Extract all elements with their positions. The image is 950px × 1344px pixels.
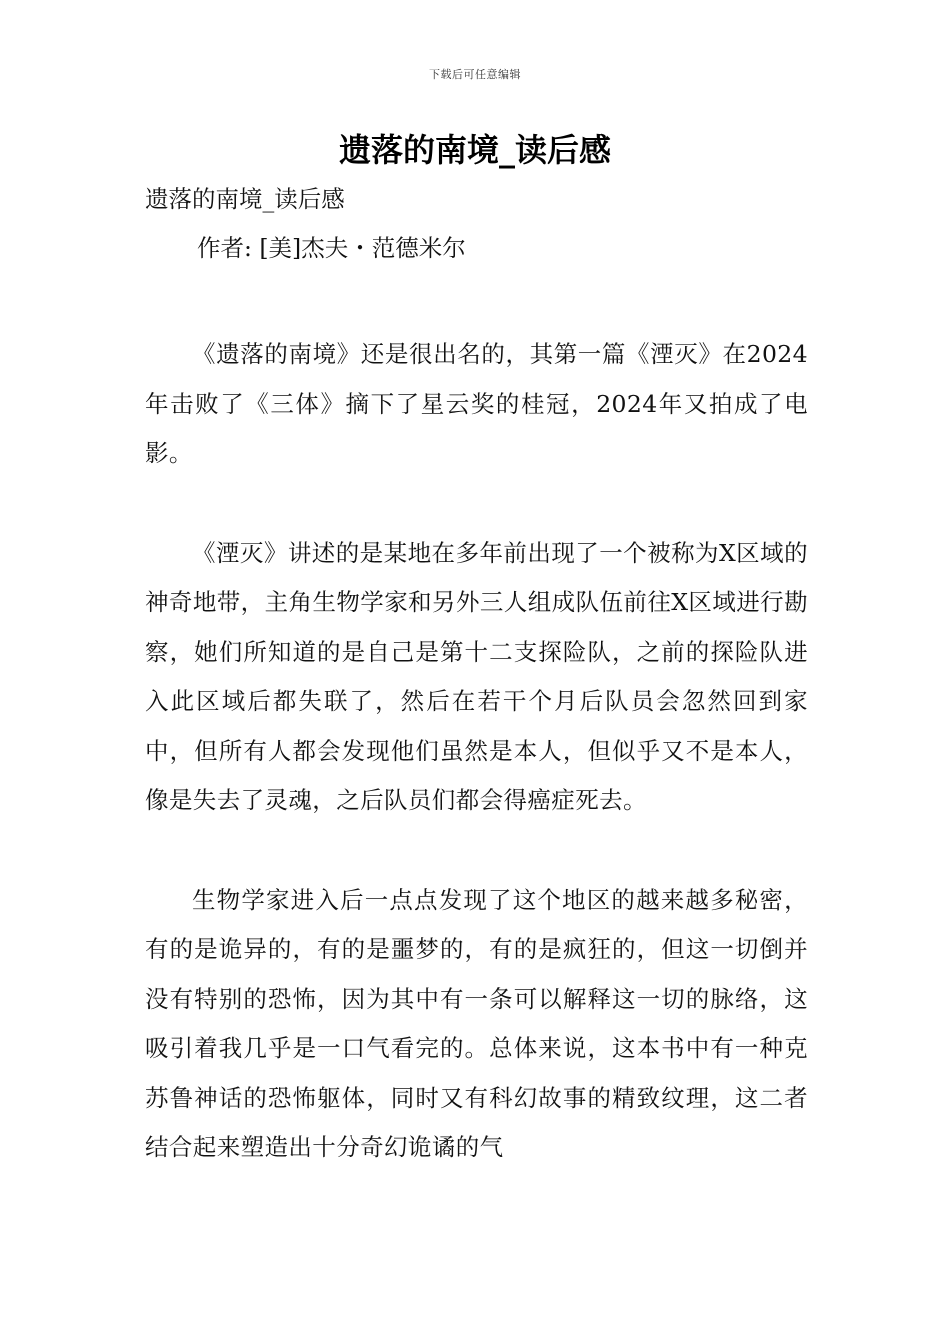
subtitle-line: 遗落的南境_读后感 (145, 185, 345, 213)
paragraph-intro: 《遗落的南境》还是很出名的，其第一篇《湮灭》在2024年击败了《三体》摘下了星云奖的桂冠，2024年又拍成了电影。 (145, 340, 808, 467)
author-line: 作者: [美]杰夫・范德米尔 (197, 234, 466, 262)
document-title: 遗落的南境_读后感 (338, 131, 611, 169)
spacer (145, 276, 808, 330)
paragraph-review: 生物学家进入后一点点发现了这个地区的越来越多秘密，有的是诡异的，有的是噩梦的，有的是疯狂的，但这一切倒并没有特别的恐怖，因为其中有一条可以解释这一切的脉络，这吸引着我几乎是一口气看完的。总体来说，这本书中有一种克苏鲁神话的恐怖躯体，同时又有科幻故事的精致纹理，这二者结合起来塑造出十分奇幻诡谲的气 (145, 885, 808, 1161)
document-body (145, 178, 808, 1173)
spacer (145, 479, 808, 529)
header-note: 下载后可任意编辑 (429, 68, 521, 81)
paragraph-plot: 《湮灭》讲述的是某地在多年前出现了一个被称为X区域的神奇地带，主角生物学家和另外三人组成队伍前往X区域进行勘察，她们所知道的是自己是第十二支探险队，之前的探险队进入此区域后都失联了，然后在若干个月后队员会忽然回到家中，但所有人都会发现他们虽然是本人，但似乎又不是本人，像是失去了灵魂，之后队员们都会得癌症死去。 (145, 538, 808, 814)
spacer (145, 826, 808, 876)
